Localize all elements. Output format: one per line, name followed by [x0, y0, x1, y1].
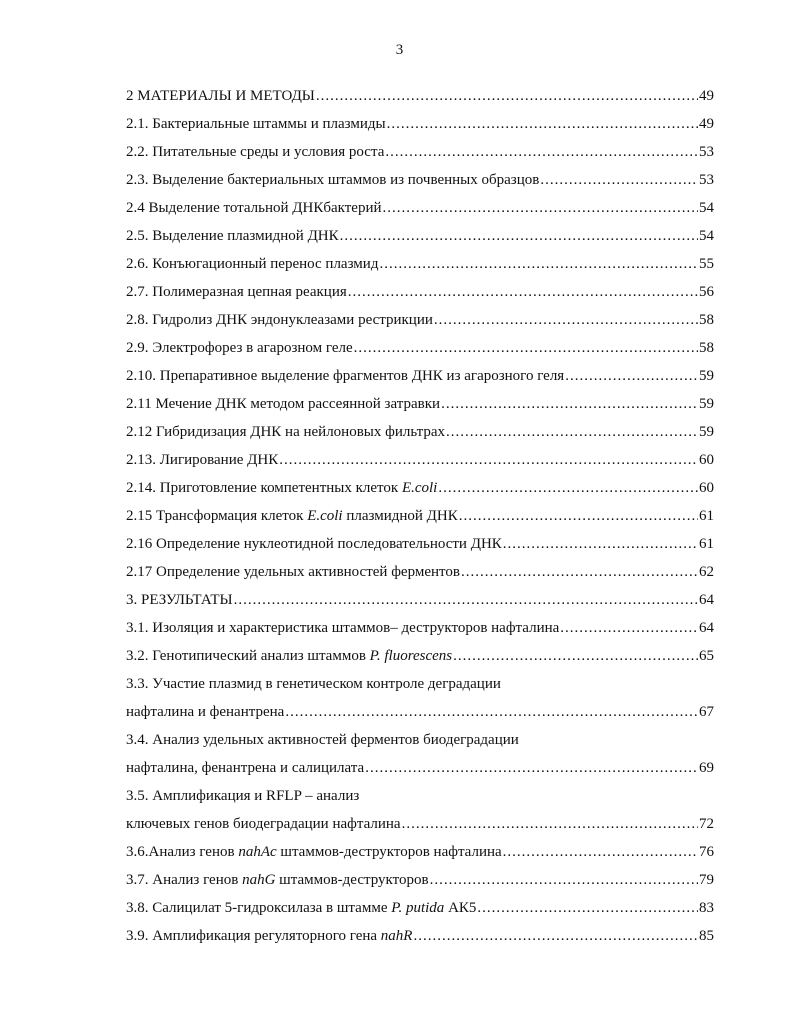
toc-entry-title: [126, 508, 458, 525]
toc-entry-page: 53: [699, 143, 714, 160]
toc-entry-title: 2.4 Выделение тотальной ДНКбактерий: [126, 199, 382, 216]
toc-entry: [126, 110, 714, 138]
toc-entry: [126, 698, 714, 726]
toc-leader: [560, 620, 698, 637]
toc-entry: [126, 222, 714, 250]
toc-leader: [387, 116, 698, 133]
toc-entry-title-italic: nahAc: [238, 843, 277, 860]
toc-leader: [430, 872, 698, 889]
toc-entry-page: 55: [699, 255, 714, 272]
toc-entry: [126, 502, 714, 530]
toc-entry-title-italic: P. putida: [391, 899, 445, 916]
toc-leader: [459, 508, 698, 525]
toc-entry: [126, 894, 714, 922]
toc-entry-page: 79: [699, 871, 714, 888]
toc-entry-page: 61: [699, 507, 714, 524]
toc-leader: [402, 816, 698, 833]
toc-entry: [126, 558, 714, 586]
toc-entry: [126, 922, 714, 950]
toc-entry-page: 61: [699, 535, 714, 552]
toc-entry-page: 72: [699, 815, 714, 832]
toc-entry-title: 2.12 Гибридизация ДНК на нейлоновых фильтрах: [126, 423, 446, 440]
toc-leader: [340, 228, 698, 245]
toc-entry-title-text: 2.14. Приготовление компетентных клеток: [126, 479, 402, 496]
toc-entry: [126, 446, 714, 474]
toc-entry-page: 59: [699, 367, 714, 384]
toc-entry-title-text: плазмидной ДНК: [342, 507, 458, 524]
toc-leader: [285, 704, 698, 721]
toc-entry-page: 60: [699, 451, 714, 468]
toc-entry: [126, 250, 714, 278]
toc-leader: [354, 340, 698, 357]
toc-entry: [126, 418, 714, 446]
toc-entry-title: 2.1. Бактериальные штаммы и плазмиды: [126, 115, 386, 132]
toc-entry: [126, 754, 714, 782]
toc-entry: [126, 82, 714, 110]
toc-entry: [126, 866, 714, 894]
toc-leader: [453, 648, 698, 665]
toc-entry-title: 2.13. Лигирование ДНК: [126, 451, 279, 468]
toc-entry-title: 3.3. Участие плазмид в генетическом контроле деградации: [126, 675, 501, 692]
toc-leader: [540, 172, 698, 189]
toc-entry-page: 85: [699, 927, 714, 944]
toc-entry-first-line: [126, 670, 714, 698]
toc-entry-title: [126, 648, 452, 665]
toc-entry-title: [126, 480, 437, 497]
toc-entry-title-italic: E.coli: [401, 479, 438, 496]
toc-leader: [379, 256, 698, 273]
toc-leader: [438, 480, 698, 497]
toc-entry: [126, 530, 714, 558]
toc-entry-first-line: [126, 782, 714, 810]
toc-leader: [461, 564, 698, 581]
page-number: 3: [395, 42, 404, 58]
toc-entry-title: 2.9. Электрофорез в агарозном геле: [126, 339, 353, 356]
toc-entry-first-line: [126, 726, 714, 754]
toc-entry-page: 83: [699, 899, 714, 916]
toc-entry-title: 2.8. Гидролиз ДНК эндонуклеазами рестрикции: [126, 311, 433, 328]
toc-leader: [365, 760, 698, 777]
toc-entry: [126, 138, 714, 166]
table-of-contents: [126, 82, 714, 950]
toc-entry-title: 2.17 Определение удельных активностей ферментов: [126, 563, 460, 580]
toc-entry-title-text: 2.15 Трансформация клеток: [126, 507, 308, 524]
toc-entry-title: 2.6. Конъюгационный перенос плазмид: [126, 255, 379, 272]
toc-entry-title: 2 МАТЕРИАЛЫ И МЕТОДЫ: [126, 87, 315, 104]
toc-entry: [126, 278, 714, 306]
toc-entry-page: 64: [699, 591, 714, 608]
toc-entry-title: 3.1. Изоляция и характеристика штаммов– деструкторов нафталина: [126, 619, 560, 636]
toc-entry-title-text: АК5: [444, 899, 477, 916]
toc-entry-title: 2.2. Питательные среды и условия роста: [126, 143, 385, 160]
toc-entry-page: 56: [699, 283, 714, 300]
toc-entry: [126, 334, 714, 362]
toc-entry-title: [126, 900, 476, 917]
toc-entry-page: 69: [699, 759, 714, 776]
toc-entry-page: 76: [699, 843, 714, 860]
toc-entry-title: 3. РЕЗУЛЬТАТЫ: [126, 591, 233, 608]
toc-leader: [413, 928, 698, 945]
toc-entry-title-text: 3.7. Анализ генов: [126, 871, 243, 888]
toc-entry-title: 2.7. Полимеразная цепная реакция: [126, 283, 347, 300]
toc-entry-title-text: 3.9. Амплификация регуляторного гена: [126, 927, 381, 944]
toc-entry-title-text: 3.8. Салицилат 5-гидроксилаза в штамме: [126, 899, 392, 916]
toc-entry-page: 59: [699, 423, 714, 440]
toc-entry-title: ключевых генов биодеградации нафталина: [126, 815, 401, 832]
toc-entry-title-italic: nahR: [380, 927, 413, 944]
toc-entry-page: 62: [699, 563, 714, 580]
toc-entry-page: 49: [699, 115, 714, 132]
toc-entry-page: 59: [699, 395, 714, 412]
toc-leader: [441, 396, 698, 413]
toc-entry: [126, 474, 714, 502]
toc-entry: [126, 642, 714, 670]
toc-entry-title-text: штаммов-деструкторов нафталина: [276, 843, 502, 860]
toc-entry-title: нафталина и фенантрена: [126, 703, 285, 720]
toc-entry-page: 49: [699, 87, 714, 104]
toc-entry-page: 53: [699, 171, 714, 188]
toc-entry: [126, 838, 714, 866]
toc-entry: [126, 306, 714, 334]
toc-entry-title: 2.5. Выделение плазмидной ДНК: [126, 227, 339, 244]
toc-entry-title-text: 3.6.Анализ генов: [126, 843, 239, 860]
toc-entry: [126, 362, 714, 390]
toc-entry-title: 2.10. Препаративное выделение фрагментов ДНК из агарозного геля: [126, 367, 565, 384]
toc-entry-title: 2.11 Мечение ДНК методом рассеянной затравки: [126, 395, 441, 412]
toc-entry-title: 2.3. Выделение бактериальных штаммов из почвенных образцов: [126, 171, 540, 188]
toc-entry-title: [126, 928, 412, 945]
toc-leader: [348, 284, 698, 301]
toc-leader: [565, 368, 698, 385]
toc-entry-title-text: штаммов-деструкторов: [275, 871, 429, 888]
toc-entry-page: 58: [699, 339, 714, 356]
toc-leader: [477, 900, 698, 917]
toc-entry: [126, 390, 714, 418]
toc-entry: [126, 586, 714, 614]
toc-entry-title: 3.5. Амплификация и RFLP – анализ: [126, 787, 360, 804]
toc-entry-page: 60: [699, 479, 714, 496]
toc-entry-title-italic: E.coli: [307, 507, 343, 524]
toc-entry-title-italic: nahG: [242, 871, 276, 888]
toc-entry-title-italic: P. fluorescens: [369, 647, 453, 664]
toc-leader: [234, 592, 698, 609]
toc-entry-page: 58: [699, 311, 714, 328]
toc-entry-page: 67: [699, 703, 714, 720]
toc-entry: [126, 166, 714, 194]
toc-leader: [446, 424, 698, 441]
toc-leader: [385, 144, 698, 161]
toc-leader: [503, 844, 698, 861]
toc-entry: [126, 194, 714, 222]
toc-entry-title: [126, 844, 502, 861]
toc-leader: [383, 200, 698, 217]
toc-entry-page: 64: [699, 619, 714, 636]
toc-entry-title-text: 3.2. Генотипический анализ штаммов: [126, 647, 370, 664]
toc-entry-page: 54: [699, 199, 714, 216]
toc-entry-title: 2.16 Определение нуклеотидной последовательности ДНК: [126, 535, 502, 552]
toc-entry: [126, 810, 714, 838]
toc-leader: [434, 312, 698, 329]
toc-leader: [503, 536, 698, 553]
toc-leader: [279, 452, 698, 469]
toc-entry-title: нафталина, фенантрена и салицилата: [126, 759, 365, 776]
toc-entry: [126, 614, 714, 642]
toc-leader: [316, 88, 698, 105]
toc-entry-page: 65: [699, 647, 714, 664]
toc-entry-page: 54: [699, 227, 714, 244]
toc-entry-title: [126, 872, 429, 889]
toc-entry-title: 3.4. Анализ удельных активностей ферментов биодеградации: [126, 731, 519, 748]
